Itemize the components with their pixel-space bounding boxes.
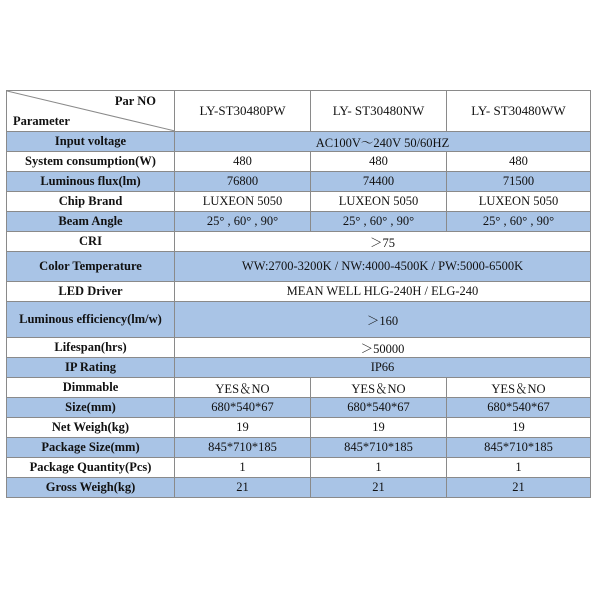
value-cell: 845*710*185 bbox=[447, 438, 591, 458]
spec-row bbox=[7, 378, 591, 398]
spec-row bbox=[7, 152, 591, 172]
parameter-name-cell: System consumption(W) bbox=[7, 152, 175, 172]
spec-row bbox=[7, 282, 591, 302]
spec-row bbox=[7, 302, 591, 338]
parameter-name-cell: Chip Brand bbox=[7, 192, 175, 212]
parameter-name-cell: IP Rating bbox=[7, 358, 175, 378]
spec-row bbox=[7, 398, 591, 418]
spec-row bbox=[7, 358, 591, 378]
value-cell: 21 bbox=[175, 478, 311, 498]
value-cell: 1 bbox=[311, 458, 447, 478]
value-cell: 25° , 60° , 90° bbox=[447, 212, 591, 232]
merged-value-cell: IP66 bbox=[175, 358, 591, 378]
parameter-name-cell: Gross Weigh(kg) bbox=[7, 478, 175, 498]
model-header-pw: LY-ST30480PW bbox=[175, 91, 311, 132]
value-cell: 680*540*67 bbox=[175, 398, 311, 418]
parameter-name-cell: Color Temperature bbox=[7, 252, 175, 282]
spec-row bbox=[7, 418, 591, 438]
parameter-name-cell: Net Weigh(kg) bbox=[7, 418, 175, 438]
parameter-name-cell: Luminous flux(lm) bbox=[7, 172, 175, 192]
spec-row bbox=[7, 192, 591, 212]
spec-row bbox=[7, 338, 591, 358]
spec-table-body bbox=[7, 91, 591, 498]
header-row bbox=[7, 91, 591, 132]
value-cell: 19 bbox=[311, 418, 447, 438]
value-cell: 71500 bbox=[447, 172, 591, 192]
value-cell: 480 bbox=[175, 152, 311, 172]
value-cell: 25° , 60° , 90° bbox=[175, 212, 311, 232]
merged-value-cell: MEAN WELL HLG-240H / ELG-240 bbox=[175, 282, 591, 302]
value-cell: 680*540*67 bbox=[447, 398, 591, 418]
value-cell: LUXEON 5050 bbox=[311, 192, 447, 212]
value-cell: 19 bbox=[175, 418, 311, 438]
value-cell: 680*540*67 bbox=[311, 398, 447, 418]
model-header-nw: LY- ST30480NW bbox=[311, 91, 447, 132]
spec-row bbox=[7, 132, 591, 152]
value-cell: YES＆NO bbox=[311, 378, 447, 398]
merged-value-cell: ＞50000 bbox=[175, 338, 591, 358]
parameter-name-cell: Luminous efficiency(lm/w) bbox=[7, 302, 175, 338]
value-cell: LUXEON 5050 bbox=[447, 192, 591, 212]
merged-value-cell: AC100V～240V 50/60HZ bbox=[175, 132, 591, 152]
parameter-name-cell: LED Driver bbox=[7, 282, 175, 302]
value-cell: 1 bbox=[447, 458, 591, 478]
value-cell: 25° , 60° , 90° bbox=[311, 212, 447, 232]
spec-table bbox=[6, 90, 591, 498]
value-cell: 19 bbox=[447, 418, 591, 438]
value-cell: 1 bbox=[175, 458, 311, 478]
parameter-name-cell: Package Size(mm) bbox=[7, 438, 175, 458]
value-cell: YES＆NO bbox=[175, 378, 311, 398]
value-cell: YES＆NO bbox=[447, 378, 591, 398]
par-no-label: Par NO bbox=[114, 94, 156, 108]
parameter-name-cell: Package Quantity(Pcs) bbox=[7, 458, 175, 478]
spec-row bbox=[7, 172, 591, 192]
value-cell: 845*710*185 bbox=[311, 438, 447, 458]
parameter-name-cell: Size(mm) bbox=[7, 398, 175, 418]
value-cell: 76800 bbox=[175, 172, 311, 192]
corner-header-cell bbox=[7, 91, 175, 132]
spec-row bbox=[7, 478, 591, 498]
value-cell: 74400 bbox=[311, 172, 447, 192]
value-cell: 480 bbox=[311, 152, 447, 172]
parameter-name-cell: Dimmable bbox=[7, 378, 175, 398]
merged-value-cell: WW:2700-3200K / NW:4000-4500K / PW:5000-6500K bbox=[175, 252, 591, 282]
parameter-name-cell: Input voltage bbox=[7, 132, 175, 152]
merged-value-cell: ＞160 bbox=[175, 302, 591, 338]
spec-row bbox=[7, 438, 591, 458]
value-cell: 21 bbox=[311, 478, 447, 498]
parameter-label: Parameter bbox=[13, 114, 70, 128]
value-cell: 480 bbox=[447, 152, 591, 172]
spec-row bbox=[7, 232, 591, 252]
parameter-name-cell: Beam Angle bbox=[7, 212, 175, 232]
parameter-name-cell: Lifespan(hrs) bbox=[7, 338, 175, 358]
model-header-ww: LY- ST30480WW bbox=[447, 91, 591, 132]
value-cell: 845*710*185 bbox=[175, 438, 311, 458]
value-cell: 21 bbox=[447, 478, 591, 498]
spec-row bbox=[7, 252, 591, 282]
merged-value-cell: ＞75 bbox=[175, 232, 591, 252]
parameter-name-cell: CRI bbox=[7, 232, 175, 252]
value-cell: LUXEON 5050 bbox=[175, 192, 311, 212]
spec-row bbox=[7, 458, 591, 478]
spec-row bbox=[7, 212, 591, 232]
